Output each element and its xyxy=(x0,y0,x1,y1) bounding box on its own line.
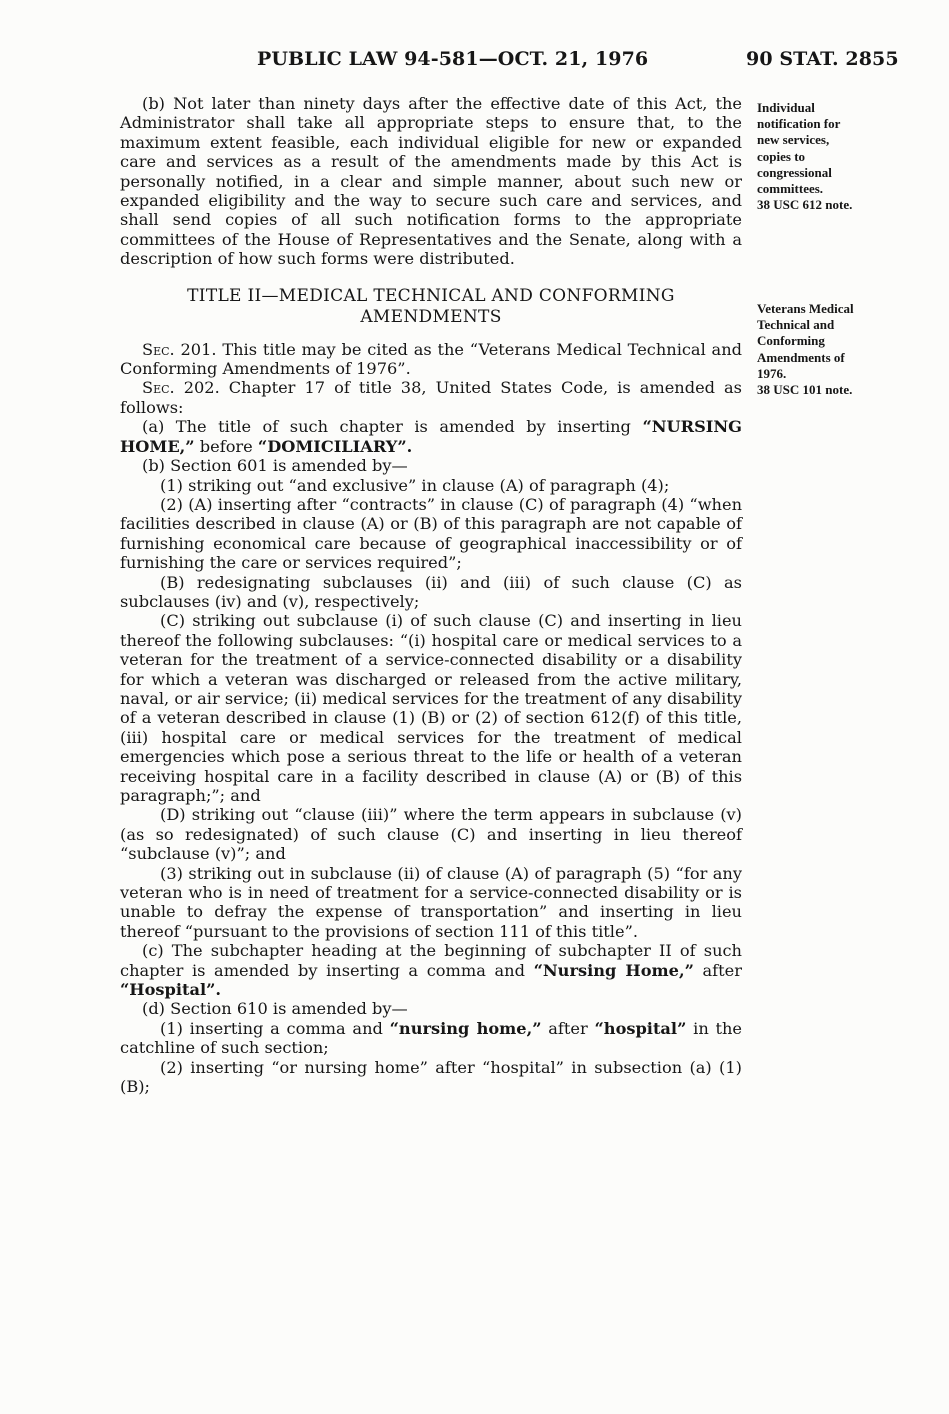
margin-note-line: new services, xyxy=(757,132,830,148)
clause-d2: (2) inserting “or nursing home” after “hospital” in subsection (a) (1) (B); xyxy=(120,1057,742,1097)
margin-note-short-title xyxy=(757,301,907,398)
section-202 xyxy=(120,378,742,417)
margin-note-line: congressional xyxy=(757,164,832,180)
margin-note-line: 38 USC 612 note. xyxy=(757,197,853,213)
subsection-c xyxy=(120,941,742,999)
margin-note-notification xyxy=(757,100,907,213)
margin-note-line: Individual xyxy=(757,100,815,115)
subsection-c-text: (c) The subchapter heading at the beginning of subchapter II of such chapter is amended by inserting a comma and xyxy=(120,941,742,980)
section-202-label: Sec. 202. xyxy=(142,378,220,398)
clause-d1-text: (1) inserting a comma and xyxy=(160,1018,390,1038)
section-201-label: Sec. 201. xyxy=(142,339,217,359)
section-202-text: Chapter 17 of title 38, United States Code, is amended as follows: xyxy=(120,378,742,417)
clause-d1-bold-nursing-home: “nursing home,” xyxy=(389,1018,542,1038)
paragraph-b-notification: (b) Not later than ninety days after the effective date of this Act, the Administrator shall take all appropriate steps to ensure that, to the maximum extent feasible, each individual eligible for new or expanded care and services as a result of the amendments made by this Act is personally notified, in a clear and simple manner, about such new or expanded eligibility and the way to secure such care and services, and shall send copies of all such notification forms to the appropriate committees of the House of Representatives and the Senate, along with a description of how such forms were distributed. xyxy=(120,94,742,269)
clause-d1-connector: after xyxy=(541,1018,595,1038)
margin-note-line: committees. xyxy=(757,181,824,197)
subsection-a-connector: before xyxy=(194,436,258,456)
subsection-a-bold-nursing-home: “NURSING HOME,” xyxy=(120,417,742,456)
margin-note-line: Veterans Medical xyxy=(757,301,854,316)
public-law-citation: PUBLIC LAW 94-581—OCT. 21, 1976 xyxy=(257,48,649,70)
subsection-a xyxy=(120,417,742,456)
margin-note-line: Amendments of xyxy=(757,349,845,365)
clause-b2D: (D) striking out “clause (iii)” where the term appears in subclause (v) (as so redesignated) of such clause (C) and inserting in lieu thereof “subclause (v)”; and xyxy=(120,805,742,864)
statute-page-number: 90 STAT. 2855 xyxy=(746,48,899,70)
margin-note-line: 38 USC 101 note. xyxy=(757,382,853,398)
clause-b3: (3) striking out in subclause (ii) of clause (A) of paragraph (5) “for any veteran who is in need of treatment for a service-connected disability or is unable to defray the expense of transportation” and inserting in lieu thereof “pursuant to the provisions of section 111 of this title”. xyxy=(120,863,742,941)
margin-note-line: Conforming xyxy=(757,333,825,349)
subsection-d-intro: (d) Section 610 is amended by— xyxy=(142,999,408,1019)
clause-b2C: (C) striking out subclause (i) of such clause (C) and inserting in lieu thereof the following subclauses: “(i) hospital care or medical services to a veteran for the treatment of a service-connected disability or a disability for which a veteran was discharged or released from the active military, naval, or air service; (ii) medical services for the treatment of any disability of a veteran described in clause (1) (B) or (2) of section 612(f) of this title, (iii) hospital care or medical services for the treatment of medical emergencies which pose a serious threat to the life or health of a veteran receiving hospital care in a facility described in clause (A) or (B) of this paragraph;”; and xyxy=(120,611,742,805)
statute-body xyxy=(120,94,742,1097)
title-heading xyxy=(120,286,742,328)
clause-b2B: (B) redesignating subclauses (ii) and (iii) of such clause (C) as subclauses (iv) and (v), respectively; xyxy=(120,572,742,611)
title-heading-line2: AMENDMENTS xyxy=(360,306,502,327)
section-201 xyxy=(120,340,742,379)
clause-b1: (1) striking out “and exclusive” in clause (A) of paragraph (4); xyxy=(160,475,670,495)
subsection-c-bold-hospital: “Hospital”. xyxy=(120,980,222,1000)
margin-note-line: Technical and xyxy=(757,317,835,333)
margin-note-line: notification for xyxy=(757,116,841,132)
subsection-c-bold-nursing-home: “Nursing Home,” xyxy=(533,960,694,980)
page-header xyxy=(0,48,949,74)
clause-b2A: (2) (A) inserting after “contracts” in clause (C) of paragraph (4) “when facilities described in clause (A) or (B) of this paragraph are not capable of furnishing economical care because of geographical inaccessibility or of furnishing the care or services required”; xyxy=(120,494,742,573)
subsection-b-intro: (b) Section 601 is amended by— xyxy=(142,456,408,476)
subsection-a-bold-domiciliary: “DOMICILIARY”. xyxy=(257,436,413,456)
subsection-c-connector: after xyxy=(693,960,742,980)
title-heading-line1: TITLE II—MEDICAL TECHNICAL AND CONFORMING xyxy=(187,285,675,306)
clause-d1-bold-hospital: “hospital” xyxy=(594,1018,687,1038)
section-201-text: This title may be cited as the “Veterans Medical Technical and Conforming Amendments of 1976”. xyxy=(120,339,742,379)
clause-d1-trailing-text: in the catchline of such section; xyxy=(120,1018,742,1058)
margin-note-line: copies to xyxy=(757,148,806,164)
margin-note-line: 1976. xyxy=(757,365,787,381)
subsection-a-text: (a) The title of such chapter is amended by inserting xyxy=(142,417,643,437)
clause-d1 xyxy=(120,1019,742,1058)
